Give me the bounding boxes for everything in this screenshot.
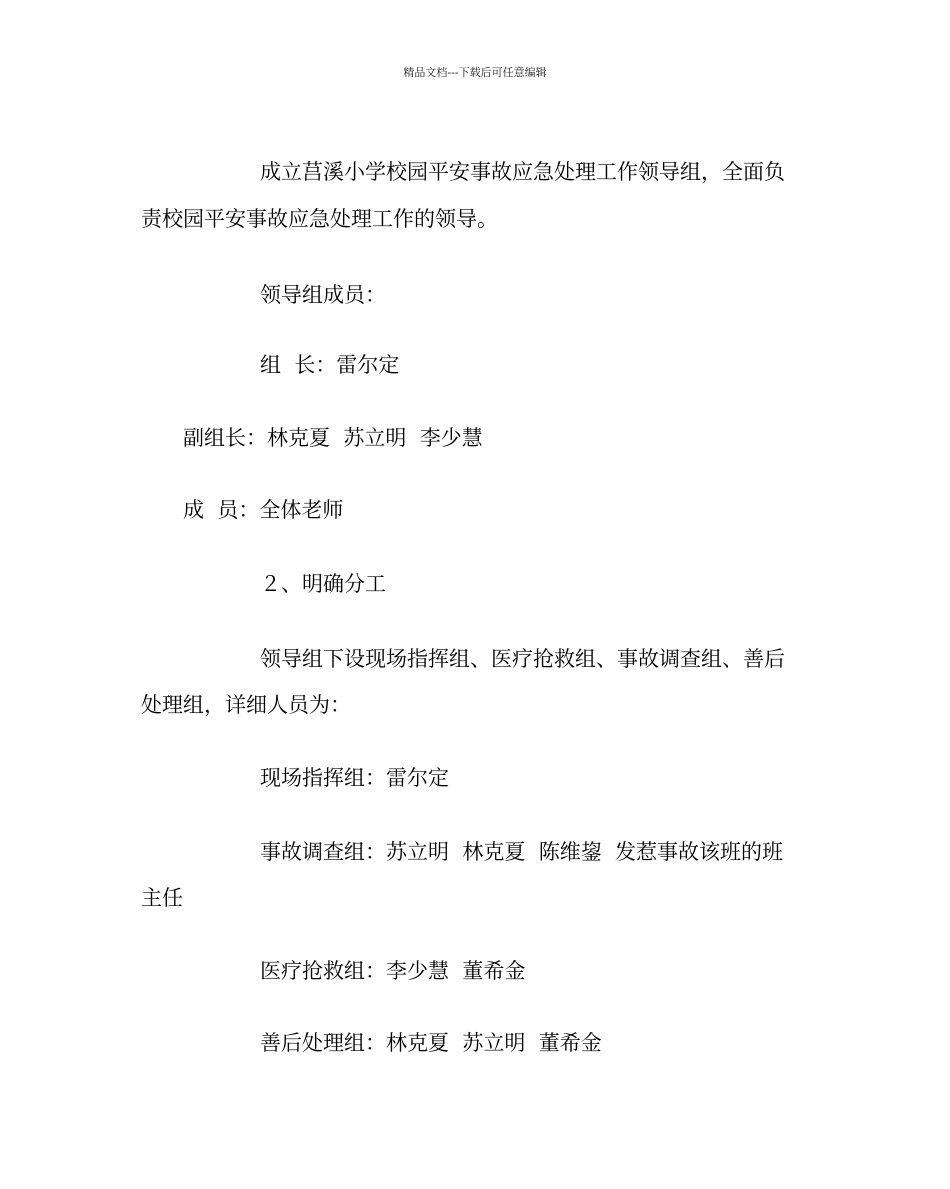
paragraph-2-line-1: 领导组下设现场指挥组、医疗抢救组、事故调查组、善后	[260, 647, 785, 671]
deputy-leader-line: 副组长：林克夏 苏立明 李少慧	[183, 426, 483, 450]
members-line: 成 员：全体老师	[183, 498, 344, 522]
members-title: 领导组成员：	[260, 283, 386, 307]
leader-line: 组 长：雷尔定	[260, 353, 400, 377]
page-header: 精品文档---下载后可任意编辑	[403, 66, 547, 79]
command-group-line: 现场指挥组：雷尔定	[260, 766, 449, 790]
paragraph-1-line-1: 成立莒溪小学校园平安事故应急处理工作领导组，全面负	[260, 160, 785, 184]
paragraph-1-line-2: 责校园平安事故应急处理工作的领导。	[141, 207, 498, 231]
aftermath-group-line: 善后处理组：林克夏 苏立明 董希金	[260, 1031, 602, 1055]
medical-group-line: 医疗抢救组：李少慧 董希金	[260, 959, 526, 983]
section-heading-2: ２、明确分工	[260, 572, 386, 596]
investigation-group-line-2: 主任	[141, 886, 183, 910]
paragraph-2-line-2: 处理组，详细人员为：	[141, 693, 351, 717]
investigation-group-line-1: 事故调查组：苏立明 林克夏 陈维鋆 发惹事故该班的班	[260, 840, 784, 864]
